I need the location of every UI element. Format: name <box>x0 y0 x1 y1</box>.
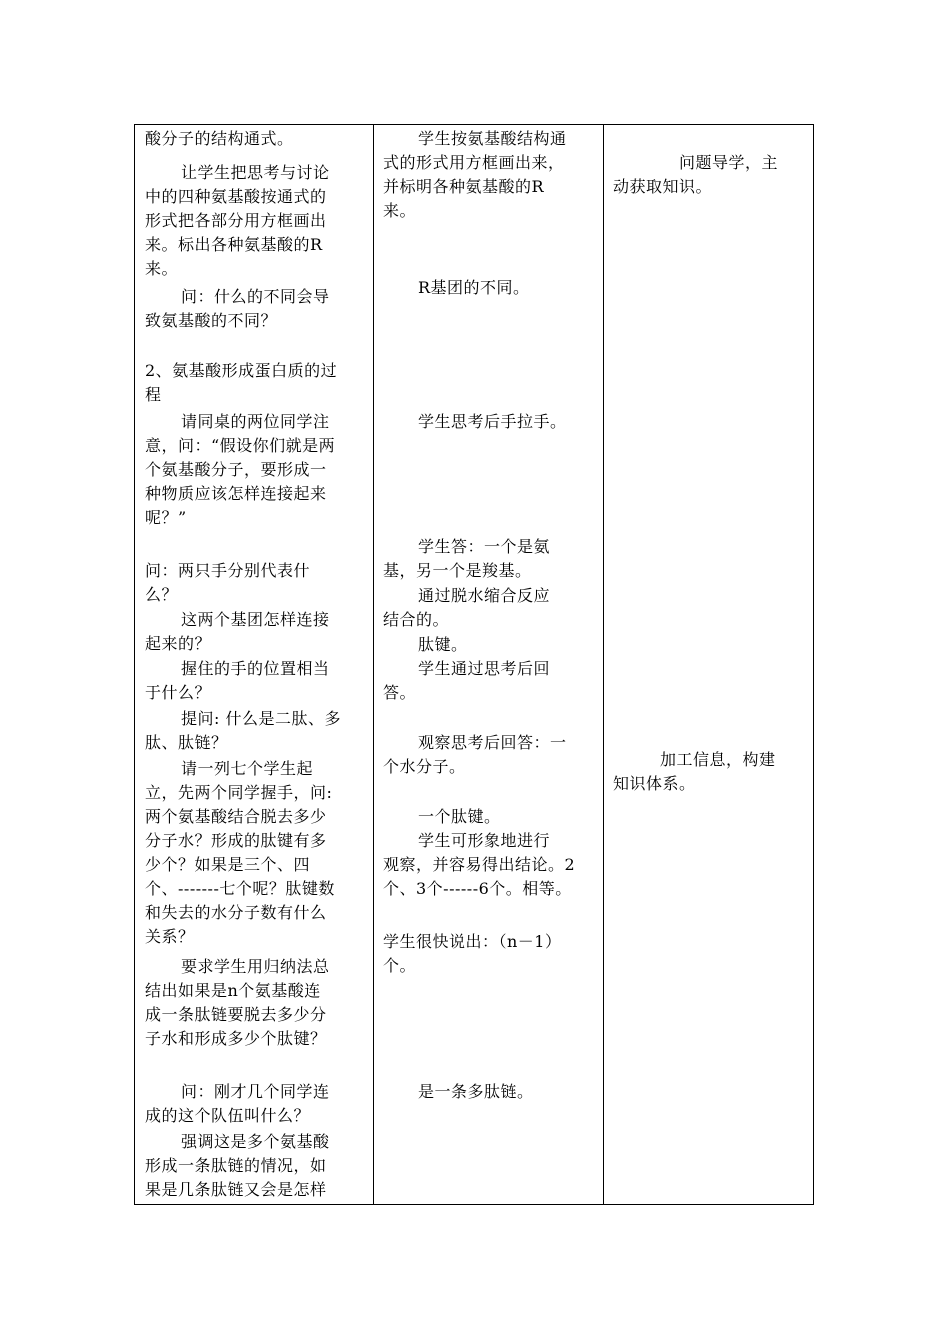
text-line: 种物质应该怎样连接起来 <box>145 484 327 503</box>
text-line: 一个肽键。 <box>418 807 501 826</box>
text-line: 个氨基酸分子，要形成一 <box>145 460 327 479</box>
text-line: 起来的？ <box>145 634 212 653</box>
column-divider <box>603 125 604 1204</box>
text-line: 通过脱水缩合反应 <box>418 586 551 605</box>
section-heading: 程 <box>145 385 162 404</box>
column-divider <box>373 125 374 1204</box>
text-line: 并标明各种氨基酸的R <box>383 177 545 196</box>
text-line: 这两个基团怎样连接 <box>181 610 330 629</box>
text-line: 个水分子。 <box>383 757 466 776</box>
text-line: 让学生把思考与讨论 <box>181 163 330 182</box>
text-line: 么？ <box>145 585 179 604</box>
text-line: 学生按氨基酸结构通 <box>418 129 567 148</box>
text-line: 基，另一个是羧基。 <box>383 561 532 580</box>
text-line: 成一条肽链要脱去多少分 <box>145 1005 327 1024</box>
text-line: 肽键。 <box>418 635 468 654</box>
text-line: 握住的手的位置相当 <box>181 659 330 678</box>
text-line: 形式把各部分用方框画出 <box>145 211 327 230</box>
text-line: 来。 <box>145 259 179 278</box>
text-line: 中的四种氨基酸按通式的 <box>145 187 327 206</box>
text-line: 个、-------七个呢？肽键数 <box>145 879 335 898</box>
text-line: 形成一条肽链的情况，如 <box>145 1156 327 1175</box>
text-line: 结出如果是n个氨基酸连 <box>145 981 321 1000</box>
text-line: R基团的不同。 <box>418 278 530 297</box>
text-line: 问：刚才几个同学连 <box>181 1082 330 1101</box>
text-line: 学生很快说出：（n－1） <box>383 932 562 951</box>
text-line: 呢？” <box>145 508 187 527</box>
lesson-table <box>134 124 814 1205</box>
text-line: 结合的。 <box>383 610 450 629</box>
text-line: 酸分子的结构通式。 <box>145 129 294 148</box>
text-line: 少个？如果是三个、四 <box>145 855 311 874</box>
text-line: 致氨基酸的不同？ <box>145 311 278 330</box>
text-line: 意，问：“假设你们就是两 <box>145 436 336 455</box>
text-line: 和失去的水分子数有什么 <box>145 903 327 922</box>
text-line: 来。 <box>383 201 417 220</box>
text-line: 答。 <box>383 683 417 702</box>
text-line: 分子水？形成的肽键有多 <box>145 831 327 850</box>
text-line: 个、3个------6个。相等。 <box>383 879 572 898</box>
text-line: 提问: 什么是二肽、多 <box>181 709 341 728</box>
text-line: 式的形式用方框画出来， <box>383 153 565 172</box>
text-line: 要求学生用归纳法总 <box>181 957 330 976</box>
text-line: 来。标出各种氨基酸的R <box>145 235 323 254</box>
text-line: 肽、肽链？ <box>145 733 228 752</box>
text-line: 问：什么的不同会导 <box>181 287 330 306</box>
text-line: 立，先两个同学握手，问: <box>145 783 333 802</box>
text-line: 学生答：一个是氨 <box>418 537 551 556</box>
text-line: 两个氨基酸结合脱去多少 <box>145 807 327 826</box>
text-line: 个。 <box>383 956 417 975</box>
text-line: 加工信息，构建 <box>660 750 776 769</box>
text-line: 学生思考后手拉手。 <box>418 412 567 431</box>
text-line: 是一条多肽链。 <box>418 1082 534 1101</box>
section-heading: 2、氨基酸形成蛋白质的过 <box>145 361 338 380</box>
text-line: 观察，并容易得出结论。2 <box>383 855 576 874</box>
text-line: 学生可形象地进行 <box>418 831 551 850</box>
text-line: 成的这个队伍叫什么？ <box>145 1106 311 1125</box>
text-line: 问：两只手分别代表什 <box>145 561 311 580</box>
text-line: 知识体系。 <box>613 774 696 793</box>
text-line: 请一列七个学生起 <box>181 759 314 778</box>
text-line: 于什么？ <box>145 683 212 702</box>
text-line: 学生通过思考后回 <box>418 659 551 678</box>
text-line: 果是几条肽链又会是怎样 <box>145 1180 327 1199</box>
text-line: 问题导学，主 <box>679 153 779 172</box>
text-line: 请同桌的两位同学注 <box>181 412 330 431</box>
text-line: 动获取知识。 <box>613 177 713 196</box>
text-line: 观察思考后回答：一 <box>418 733 567 752</box>
text-line: 强调这是多个氨基酸 <box>181 1132 330 1151</box>
text-line: 关系？ <box>145 927 195 946</box>
text-line: 子水和形成多少个肽键？ <box>145 1029 327 1048</box>
